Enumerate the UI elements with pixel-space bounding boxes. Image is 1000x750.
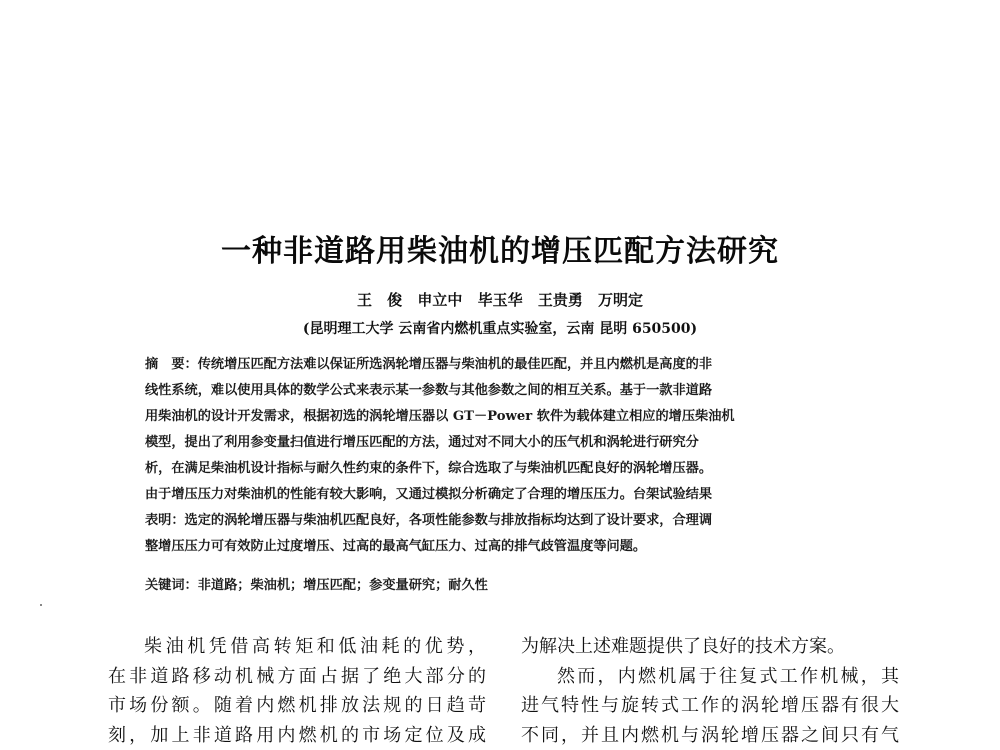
body-line: 然而，内燃机属于往复式工作机械，其 xyxy=(521,662,899,692)
abstract-line-1: 摘 要：传统增压匹配方法难以保证所选涡轮增压器与柴油机的最佳匹配，并且内燃机是高度的非 xyxy=(145,352,859,378)
keywords xyxy=(145,575,859,597)
abstract xyxy=(145,352,859,560)
abstract-line-5: 析，在满足柴油机设计指标与耐久性约束的条件下，综合选取了与柴油机匹配良好的涡轮增压器。 xyxy=(145,456,859,482)
abstract-line-2: 线性系统，难以使用具体的数学公式来表示某一参数与其他参数之间的相互关系。基于一款非道路 xyxy=(145,378,859,404)
abstract-line-6: 由于增压压力对柴油机的性能有较大影响，又通过模拟分析确定了合理的增压压力。台架试验结果 xyxy=(145,482,859,508)
body-line: 为解决上述难题提供了良好的技术方案。 xyxy=(521,632,899,662)
abstract-line-7: 表明：选定的涡轮增压器与柴油机匹配良好，各项性能参数与排放指标均达到了设计要求，合理调 xyxy=(145,508,859,534)
author-list: 王 俊 申立中 毕玉华 王贵勇 万明定 xyxy=(0,289,1000,310)
abstract-label: 摘 要： xyxy=(145,357,198,372)
body-line: 市场份额。随着内燃机排放法规的日趋苛 xyxy=(108,691,486,721)
body-line: 柴油机凭借高转矩和低油耗的优势， xyxy=(108,632,486,662)
affiliation: (昆明理工大学 云南省内燃机重点实验室，云南 昆明 650500) xyxy=(0,318,1000,338)
body-column-right xyxy=(521,632,899,750)
keywords-text: 非道路；柴油机；增压匹配；参变量研究；耐久性 xyxy=(198,578,488,593)
scan-speck xyxy=(40,604,42,606)
abstract-line-3: 用柴油机的设计开发需求，根据初选的涡轮增压器以 GT－Power 软件为载体建立相应的增压柴油机 xyxy=(145,404,859,430)
body-line: 不同，并且内燃机与涡轮增压器之间只有气 xyxy=(521,721,899,750)
body-line: 进气特性与旋转式工作的涡轮增压器有很大 xyxy=(521,691,899,721)
abstract-line-8: 整增压压力可有效防止过度增压、过高的最高气缸压力、过高的排气歧管温度等问题。 xyxy=(145,534,859,560)
abstract-line-4: 模型，提出了利用参变量扫值进行增压匹配的方法，通过对不同大小的压气机和涡轮进行研究分 xyxy=(145,430,859,456)
keywords-label: 关键词： xyxy=(145,578,198,593)
paper-title: 一种非道路用柴油机的增压匹配方法研究 xyxy=(0,226,1000,270)
body-line: 刻，加上非道路用内燃机的市场定位及成 xyxy=(108,721,486,750)
body-column-left xyxy=(108,632,486,750)
body-line: 在非道路移动机械方面占据了绝大部分的 xyxy=(108,662,486,692)
